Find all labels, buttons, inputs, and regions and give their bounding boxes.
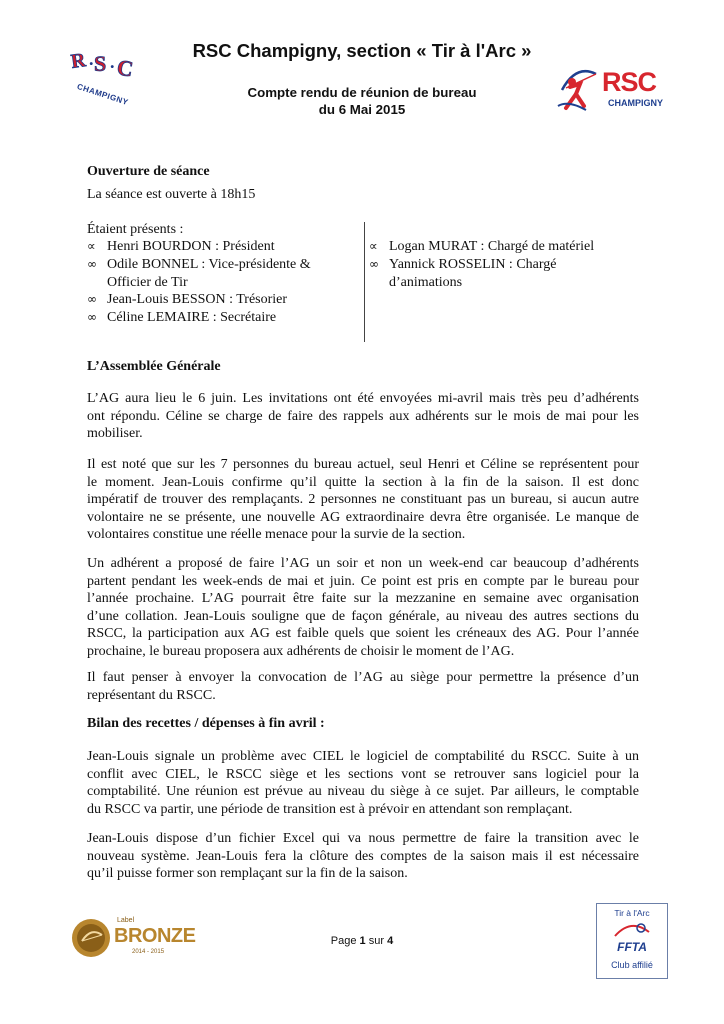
rsc-letters-icon bbox=[66, 38, 144, 116]
svg-text:C: C bbox=[115, 54, 136, 82]
attendees-left bbox=[87, 238, 357, 327]
text-line: nouveau système. Jean-Louis fera la clôture des comptes de la saison mais il est nécessaire bbox=[87, 848, 639, 864]
bullet-icon: ∝ bbox=[369, 239, 378, 253]
document-title: RSC Champigny, section « Tir à l'Arc » bbox=[192, 40, 532, 61]
text-line: RSCC, la participation aux AG est faible quels que soient les créneaux des AG. Pour l’année bbox=[87, 626, 639, 641]
attendee-line: Jean-Louis BESSON : Trésorier bbox=[107, 292, 288, 308]
attendee-line: Henri BOURDON : Président bbox=[107, 239, 275, 254]
bullet-icon: ∞ bbox=[369, 256, 379, 271]
bilan-paragraph-1 bbox=[87, 748, 639, 818]
attendee-line: Odile BONNEL : Vice-présidente & bbox=[107, 256, 311, 272]
ag-paragraph-2 bbox=[87, 456, 639, 544]
ag-paragraph-1 bbox=[87, 390, 639, 443]
text-line: volontaires constitue une réelle menace pour la survie de la section. bbox=[87, 527, 466, 542]
rsc-logo-right-text: RSC bbox=[602, 67, 657, 97]
ffta-top-text: Tir à l'Arc bbox=[614, 908, 650, 918]
attendee-line: Officier de Tir bbox=[107, 274, 188, 290]
text-line: impératif de trouver des remplaçants. 2 personnes ne constituant pas un bureau, si aucun autre bbox=[87, 492, 639, 507]
column-divider bbox=[364, 222, 365, 342]
rsc-logo-right bbox=[556, 60, 668, 116]
ffta-mid-text: FFTA bbox=[617, 940, 647, 954]
bronze-label-small: Label bbox=[117, 917, 135, 924]
text-line: Jean-Louis signale un problème avec CIEL le logiciel de comptabilité du RSCC. Suite à un bbox=[87, 749, 639, 764]
text-line: volontaire ne se présente, une nouvelle AG extraordinaire devra être organisée. Le manque de bbox=[87, 509, 639, 525]
bullet-icon: ∝ bbox=[87, 239, 96, 253]
attendee-item bbox=[87, 309, 357, 327]
text-line: L’AG aura lieu le 6 juin. Les invitations ont été envoyées mi-avril mais très peu d’adhérents bbox=[87, 391, 639, 406]
ffta-target-icon bbox=[611, 920, 653, 940]
attendees-right bbox=[369, 238, 639, 291]
page-total: 4 bbox=[387, 935, 394, 947]
text-line: du RSCC va partir, une période de transition est à prévoir en attendant son remplaçant. bbox=[87, 801, 573, 817]
subtitle-line-2: du 6 Mai 2015 bbox=[318, 102, 406, 117]
text-line: ont répondu. Céline se charge de faire des rappels aux adhérents sur le mois de mai pour les bbox=[87, 408, 639, 424]
svg-text:.: . bbox=[110, 52, 115, 72]
text-line: Un adhérent a proposé de faire l’AG un soir et non un week-end car beaucoup d’adhérents bbox=[87, 556, 639, 571]
text-line: Jean-Louis dispose d’un fichier Excel qui va nous permettre de faire la transition avec le bbox=[87, 831, 639, 846]
ffta-club-affilie-badge bbox=[596, 903, 668, 979]
text-line: comptabilité. Une réunion est prévue au niveau du siège à ce sujet. Par ailleurs, le comptable bbox=[87, 784, 639, 799]
text-line: Il est noté que sur les 7 personnes du bureau actuel, seul Henri et Céline se représentent pour bbox=[87, 457, 639, 472]
text-line: représentant du RSCC. bbox=[87, 687, 216, 703]
text-line: conflit avec CIEL, le RSCC siège et les sections vont se retrouver sans logiciel pour la bbox=[87, 766, 639, 782]
attendee-item bbox=[87, 291, 357, 309]
text-line: Il faut penser à envoyer la convocation de l’AG au siège pour permettre la présence d’un bbox=[87, 670, 639, 685]
attendee-item bbox=[369, 238, 639, 256]
page-sur: sur bbox=[368, 935, 385, 947]
svg-text:S: S bbox=[94, 51, 107, 76]
ag-paragraph-3 bbox=[87, 555, 639, 660]
attendee-line: Yannick ROSSELIN : Chargé bbox=[389, 256, 557, 272]
page-number bbox=[302, 935, 422, 947]
archer-icon bbox=[556, 60, 600, 116]
bullet-icon: ∞ bbox=[87, 310, 97, 325]
heading-ouverture: Ouverture de séance bbox=[87, 164, 210, 179]
ag-paragraph-4 bbox=[87, 669, 639, 704]
text-line: prochaine, le bureau proposera aux adhérents de choisir le moment de l’AG. bbox=[87, 643, 515, 659]
heading-ag: L’Assemblée Générale bbox=[87, 359, 221, 374]
ouverture-text: La séance est ouverte à 18h15 bbox=[87, 187, 256, 202]
attendee-line: Céline LEMAIRE : Secrétaire bbox=[107, 310, 277, 326]
attendee-line: Logan MURAT : Chargé de matériel bbox=[389, 239, 595, 254]
bullet-icon: ∞ bbox=[87, 292, 97, 307]
bilan-paragraph-2 bbox=[87, 830, 639, 883]
bullet-icon: ∞ bbox=[87, 256, 97, 271]
text-line: qu’il puisse former son remplaçant sur la fin de la saison. bbox=[87, 866, 408, 881]
document-subtitle bbox=[168, 84, 556, 118]
presents-label: Étaient présents : bbox=[87, 222, 184, 237]
rsc-logo-left-caption: CHAMPIGNY bbox=[75, 81, 130, 108]
page-word: Page bbox=[330, 935, 357, 947]
text-line: mobiliser. bbox=[87, 426, 143, 441]
label-bronze-badge bbox=[70, 915, 196, 961]
page-current: 1 bbox=[359, 935, 366, 947]
attendee-item bbox=[87, 256, 357, 292]
heading-bilan: Bilan des recettes / dépenses à fin avril : bbox=[87, 716, 325, 731]
text-line: d’une collation. Jean-Louis souligne que de façon générale, au niveau des autres sections du bbox=[87, 608, 639, 624]
svg-text:.: . bbox=[89, 49, 94, 69]
bronze-label-big: BRONZE bbox=[114, 925, 196, 947]
rsc-logo-left bbox=[66, 38, 144, 116]
bronze-medal-icon bbox=[70, 917, 112, 959]
text-line: partent pendant les week-ends de mai et juin. Ce point est pris en compte par le bureau pour bbox=[87, 573, 639, 589]
text-line: l’année prochaine. L’AG pourrait être faite sur la mezzanine en semaine avec organisation bbox=[87, 591, 639, 606]
text-line: le moment. Jean-Louis confirme qu’il quitte la section à la fin de la saison. Il est donc bbox=[87, 474, 639, 490]
bronze-label-years: 2014 - 2015 bbox=[132, 949, 165, 955]
subtitle-line-1: Compte rendu de réunion de bureau bbox=[247, 85, 477, 100]
ffta-bottom-text: Club affilié bbox=[611, 960, 653, 970]
attendee-item bbox=[87, 238, 357, 256]
attendee-line: d’animations bbox=[389, 274, 463, 290]
svg-text:R: R bbox=[69, 49, 88, 73]
rsc-logo-right-caption: CHAMPIGNY bbox=[608, 98, 664, 108]
attendee-item bbox=[369, 256, 639, 292]
